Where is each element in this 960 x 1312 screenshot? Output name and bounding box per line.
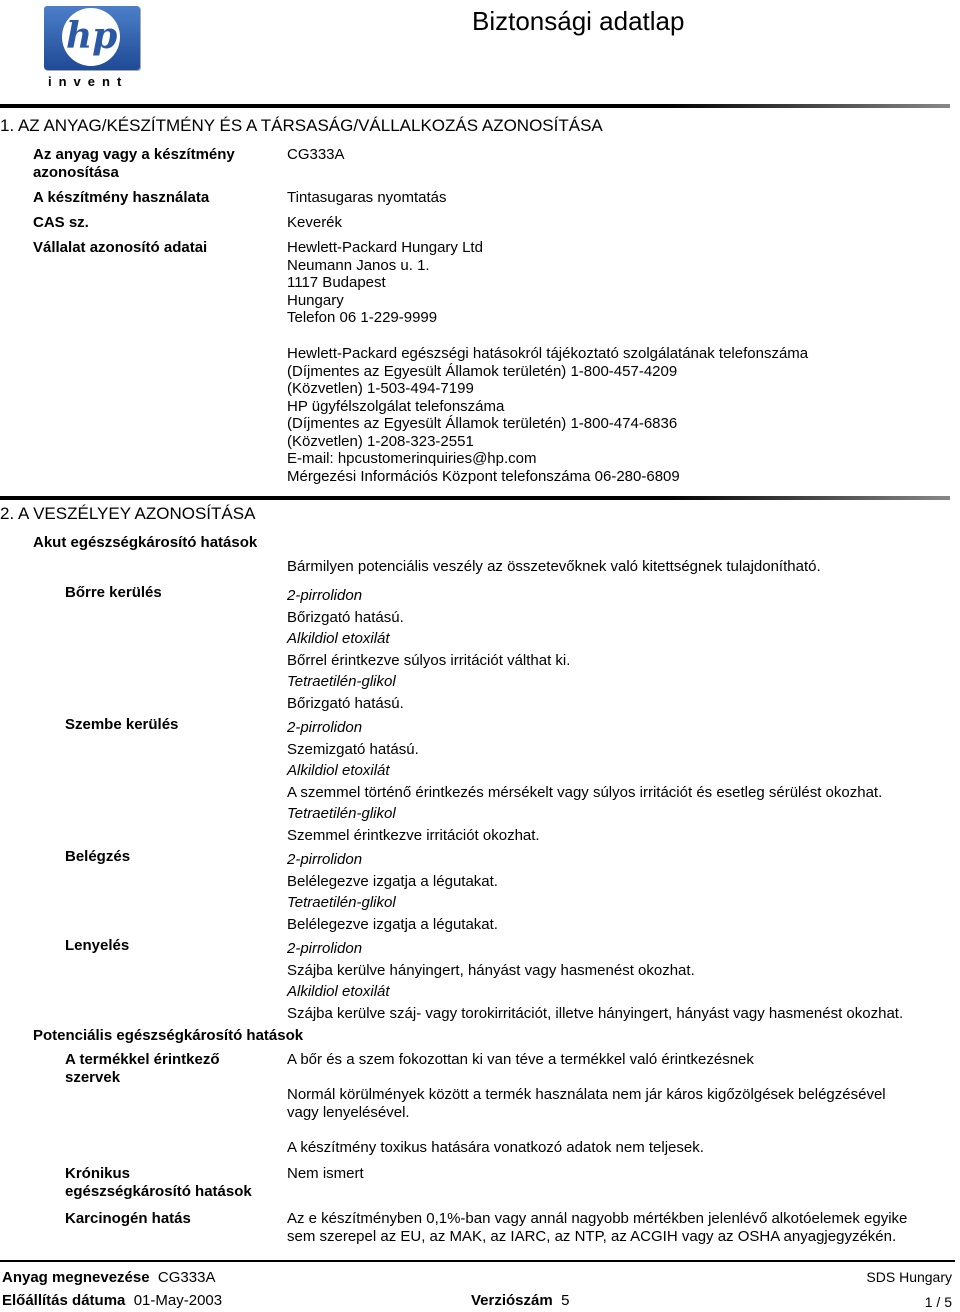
- footer-date: Előállítás dátuma 01-May-2003: [2, 1292, 223, 1309]
- value-substance-id: CG333A: [287, 146, 345, 163]
- carcinogenicity-text: Az e készítményben 0,1%-ban vagy annál nagyobb mértékben jelenlévő alkotóelemek egyike sem szerepel az EU, az MAK, az IARC, az NTP, az ACGIH vagy az OSHA anyagjegyzékén.: [287, 1210, 908, 1245]
- skin-effects: 2-pirrolidon Bőrizgató hatású. Alkildiol etoxilát Bőrrel érintkezve súlyos irritációt válthat ki. Tetraetilén-glikol Bőrizgató hatású.: [287, 587, 571, 712]
- ingestion-effects: 2-pirrolidon Szájba kerülve hányingert, hányást vagy hasmenést okozhat. Alkildiol etoxilát Szájba kerülve száj- vagy torokirritációt, illetve hányingert, hányást vagy hasmenést okozhat.: [287, 940, 904, 1022]
- footer-page-number: 1 / 5: [924, 1294, 952, 1310]
- label-carcinogenicity: Karcinogén hatás: [65, 1210, 191, 1227]
- logo-tagline: invent: [48, 74, 129, 89]
- label-eye: Szembe kerülés: [65, 716, 179, 733]
- label-usage: A készítmény használata: [33, 189, 210, 206]
- contact-block: Hewlett-Packard egészségi hatásokról tájékoztató szolgálatának telefonszáma (Díjmentes az Egyesült Államok területén) 1-800-457-4209 (Közvetlen) 1-503-494-7199 HP ügyfélszolgálat telefonszáma (Díjmentes az Egyesült Államok területén) 1-800-474-6836 (Közvetlen) 1-208-323-2551 E-mail: hpcustomerinquiries@hp.com Mérgezési Információs Központ telefonszáma 06-280-6809: [287, 345, 809, 485]
- label-company: Vállalat azonosító adatai: [33, 239, 208, 256]
- label-potential-effects: Potenciális egészségkárosító hatások: [33, 1027, 304, 1044]
- label-acute-effects: Akut egészségkárosító hatások: [33, 534, 258, 551]
- label-target-organs: A termékkel érintkező szervek: [65, 1051, 220, 1086]
- chronic-effects-text: Nem ismert: [287, 1165, 364, 1182]
- acute-intro: Bármilyen potenciális veszély az összetevőknek való kitettségnek tulajdonítható.: [287, 558, 821, 575]
- value-usage: Tintasugaras nyomtatás: [287, 189, 447, 206]
- section-2-divider: [0, 496, 950, 500]
- label-substance-id: Az anyag vagy a készítmény azonosítása: [33, 146, 235, 181]
- toxicity-note: A készítmény toxikus hatására vonatkozó adatok nem teljesek.: [287, 1139, 704, 1156]
- target-organs-text: A bőr és a szem fokozottan ki van téve a termékkel való érintkezésnek: [287, 1051, 754, 1068]
- section-2-heading: 2. A VESZÉLYEY AZONOSÍTÁSA: [0, 504, 256, 523]
- footer-version: Verziószám 5: [471, 1292, 570, 1309]
- value-company-address: Hewlett-Packard Hungary Ltd Neumann Janos u. 1. 1117 Budapest Hungary Telefon 06 1-229-9999: [287, 239, 483, 326]
- target-organs-note: Normál körülmények között a termék használata nem jár káros kigőzölgések belégzésével vagy lenyelésével.: [287, 1086, 886, 1121]
- section-1-heading: 1. AZ ANYAG/KÉSZÍTMÉNY ÉS A TÁRSASÁG/VÁLLALKOZÁS AZONOSÍTÁSA: [0, 116, 603, 135]
- value-cas: Keverék: [287, 214, 343, 231]
- label-inhalation: Belégzés: [65, 848, 131, 865]
- header-divider: [0, 104, 950, 108]
- footer-product-name: Anyag megnevezése CG333A: [2, 1269, 216, 1286]
- label-cas: CAS sz.: [33, 214, 89, 231]
- footer-sds-region: SDS Hungary: [866, 1269, 952, 1285]
- logo-mark: hp: [66, 15, 118, 57]
- label-chronic-effects: Krónikus egészségkárosító hatások: [65, 1165, 252, 1200]
- eye-effects: 2-pirrolidon Szemizgató hatású. Alkildiol etoxilát A szemmel történő érintkezés mérsékelt vagy súlyos irritációt és esetleg sérülést okozhat. Tetraetilén-glikol Szemmel érintkezve irritációt okozhat.: [287, 719, 883, 844]
- footer-divider: [0, 1260, 955, 1262]
- document-title: Biztonsági adatlap: [472, 6, 685, 36]
- inhalation-effects: 2-pirrolidon Belélegezve izgatja a légutakat. Tetraetilén-glikol Belélegezve izgatja a légutakat.: [287, 851, 498, 933]
- label-ingestion: Lenyelés: [65, 937, 130, 954]
- contact-email: E-mail: hpcustomerinquiries@hp.com: [287, 450, 537, 467]
- label-skin: Bőrre kerülés: [65, 584, 162, 601]
